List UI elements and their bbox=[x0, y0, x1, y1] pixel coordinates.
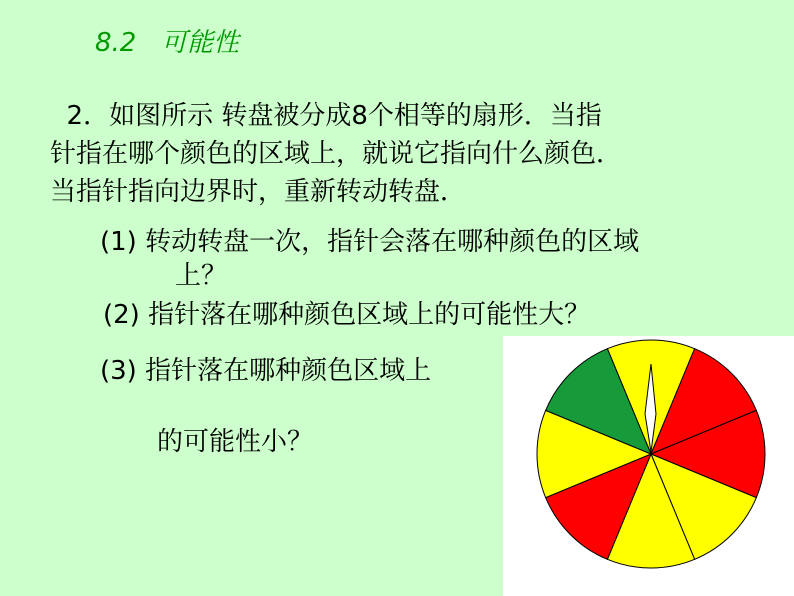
intro-line: 2．如图所示 转盘被分成8个相等的扇形．当指 bbox=[50, 101, 602, 131]
question-3-line-2: 的可能性小？ bbox=[157, 427, 314, 457]
question-1-line-1: (1) 转动转盘一次，指针会落在哪种颜色的区域 bbox=[100, 227, 640, 257]
spinner-wheel bbox=[503, 336, 794, 596]
intro-line: 当指针指向边界时，重新转动转盘． bbox=[50, 177, 467, 207]
question-1-line-2: 上？ bbox=[175, 261, 228, 291]
spinner-panel bbox=[503, 336, 794, 596]
question-3-line-1: (3) 指针落在哪种颜色区域上 bbox=[100, 356, 432, 386]
intro-line: 针指在哪个颜色的区域上，就说它指向什么颜色． bbox=[50, 139, 623, 169]
question-2: (2) 指针落在哪种颜色区域上的可能性大？ bbox=[103, 300, 591, 330]
slide-title: 8.2 可能性 bbox=[95, 28, 240, 58]
intro-paragraph bbox=[50, 97, 750, 211]
